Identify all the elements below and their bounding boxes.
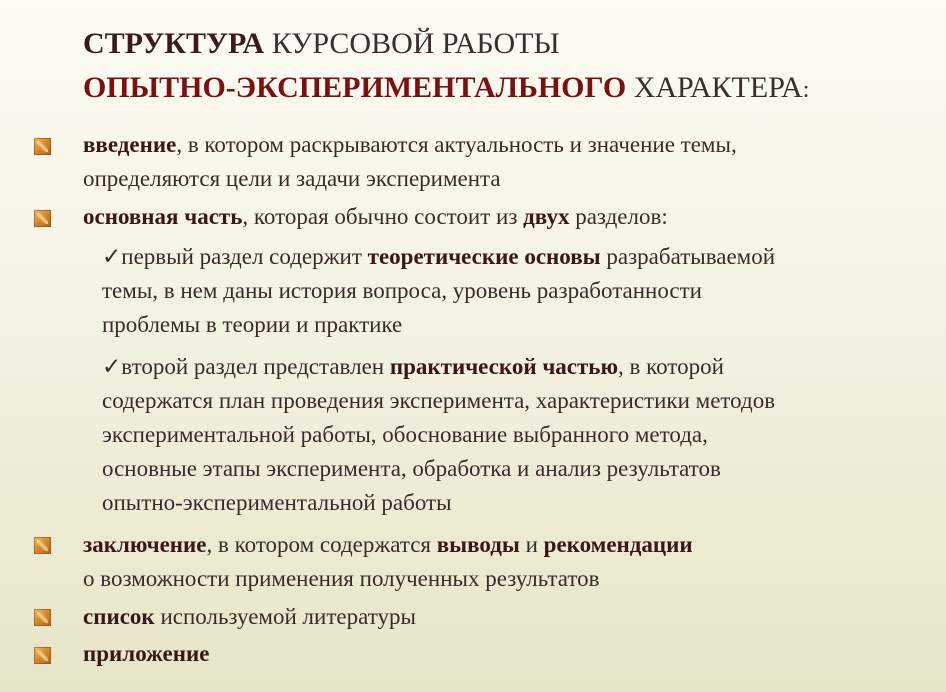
title-line-2 (83, 66, 809, 112)
subitem-keyword: теоретические основы (367, 244, 601, 269)
bullet-icon (34, 210, 51, 227)
list-item-main-part (83, 200, 668, 234)
title-bold-word: СТРУКТУРА (83, 27, 265, 60)
item-text: , которая обычно состоит из (242, 204, 524, 229)
item-text: используемой литературы (154, 604, 416, 629)
subitem-line-3: проблемы в теории и практике (102, 312, 403, 337)
item-keyword: приложение (83, 641, 210, 666)
bullet-icon (34, 647, 51, 664)
item-line (83, 637, 209, 671)
subitem-text: второй раздел представлен (121, 354, 390, 379)
item-keyword-2: выводы (436, 532, 520, 557)
subitem-line-2: содержатся план проведения эксперимента, характеристики методов (102, 388, 776, 413)
item-keyword: основная часть (83, 204, 243, 229)
item-text: , в котором раскрываются актуальность и значение темы, (176, 132, 737, 157)
title-rest: КУРСОВОЙ РАБОТЫ (264, 27, 560, 60)
item-keyword: список (83, 604, 155, 629)
check-icon: ✓ (102, 244, 122, 269)
subitem-text-2: разрабатываемой (600, 244, 776, 269)
item-line-2: о возможности применения полученных результатов (83, 566, 600, 591)
subitem-line-3: экспериментальной работы, обоснование выбранного метода, (102, 422, 708, 447)
bullet-icon (34, 537, 51, 554)
item-keyword-3: рекомендации (543, 532, 693, 557)
subitem-keyword: практической частью (389, 354, 619, 379)
item-line-2: определяются цели и задачи эксперимента (83, 166, 501, 191)
bullet-icon (34, 138, 51, 155)
list-item-appendix (83, 637, 209, 671)
subitem-text: первый раздел содержит (121, 244, 368, 269)
item-text-2: разделов: (569, 204, 668, 229)
item-line (83, 200, 668, 234)
title-bold-word-2: ОПЫТНО-ЭКСПЕРИМЕНТАЛЬНОГО (83, 71, 627, 104)
subitem-line-5: опытно-экспериментальной работы (102, 490, 452, 515)
item-text: , в котором содержатся (206, 532, 437, 557)
list-item-conclusion (83, 528, 693, 596)
item-keyword: заключение (83, 532, 207, 557)
title-rest-2: ХАРАКТЕРА (626, 71, 803, 104)
subitem-text-2: , в которой (618, 354, 724, 379)
title-line-1 (83, 22, 809, 66)
subitem-line (102, 350, 775, 384)
slide-title (83, 22, 809, 112)
bullet-icon (34, 609, 51, 626)
item-text-2: и (519, 532, 544, 557)
check-icon: ✓ (102, 354, 122, 379)
item-line (83, 128, 737, 162)
subitem-line (102, 240, 775, 274)
subitem-first-section (102, 240, 775, 342)
item-line (83, 528, 693, 562)
list-item-introduction (83, 128, 737, 196)
item-keyword: введение (83, 132, 177, 157)
item-line (83, 600, 416, 634)
subitem-line-4: основные этапы эксперимента, обработка и анализ результатов (102, 456, 721, 481)
subitem-second-section (102, 350, 775, 520)
item-keyword-2: двух (523, 204, 570, 229)
subitem-line-2: темы, в нем даны история вопроса, уровень разработанности (102, 278, 702, 303)
title-colon: : (802, 77, 810, 103)
list-item-bibliography (83, 600, 416, 634)
